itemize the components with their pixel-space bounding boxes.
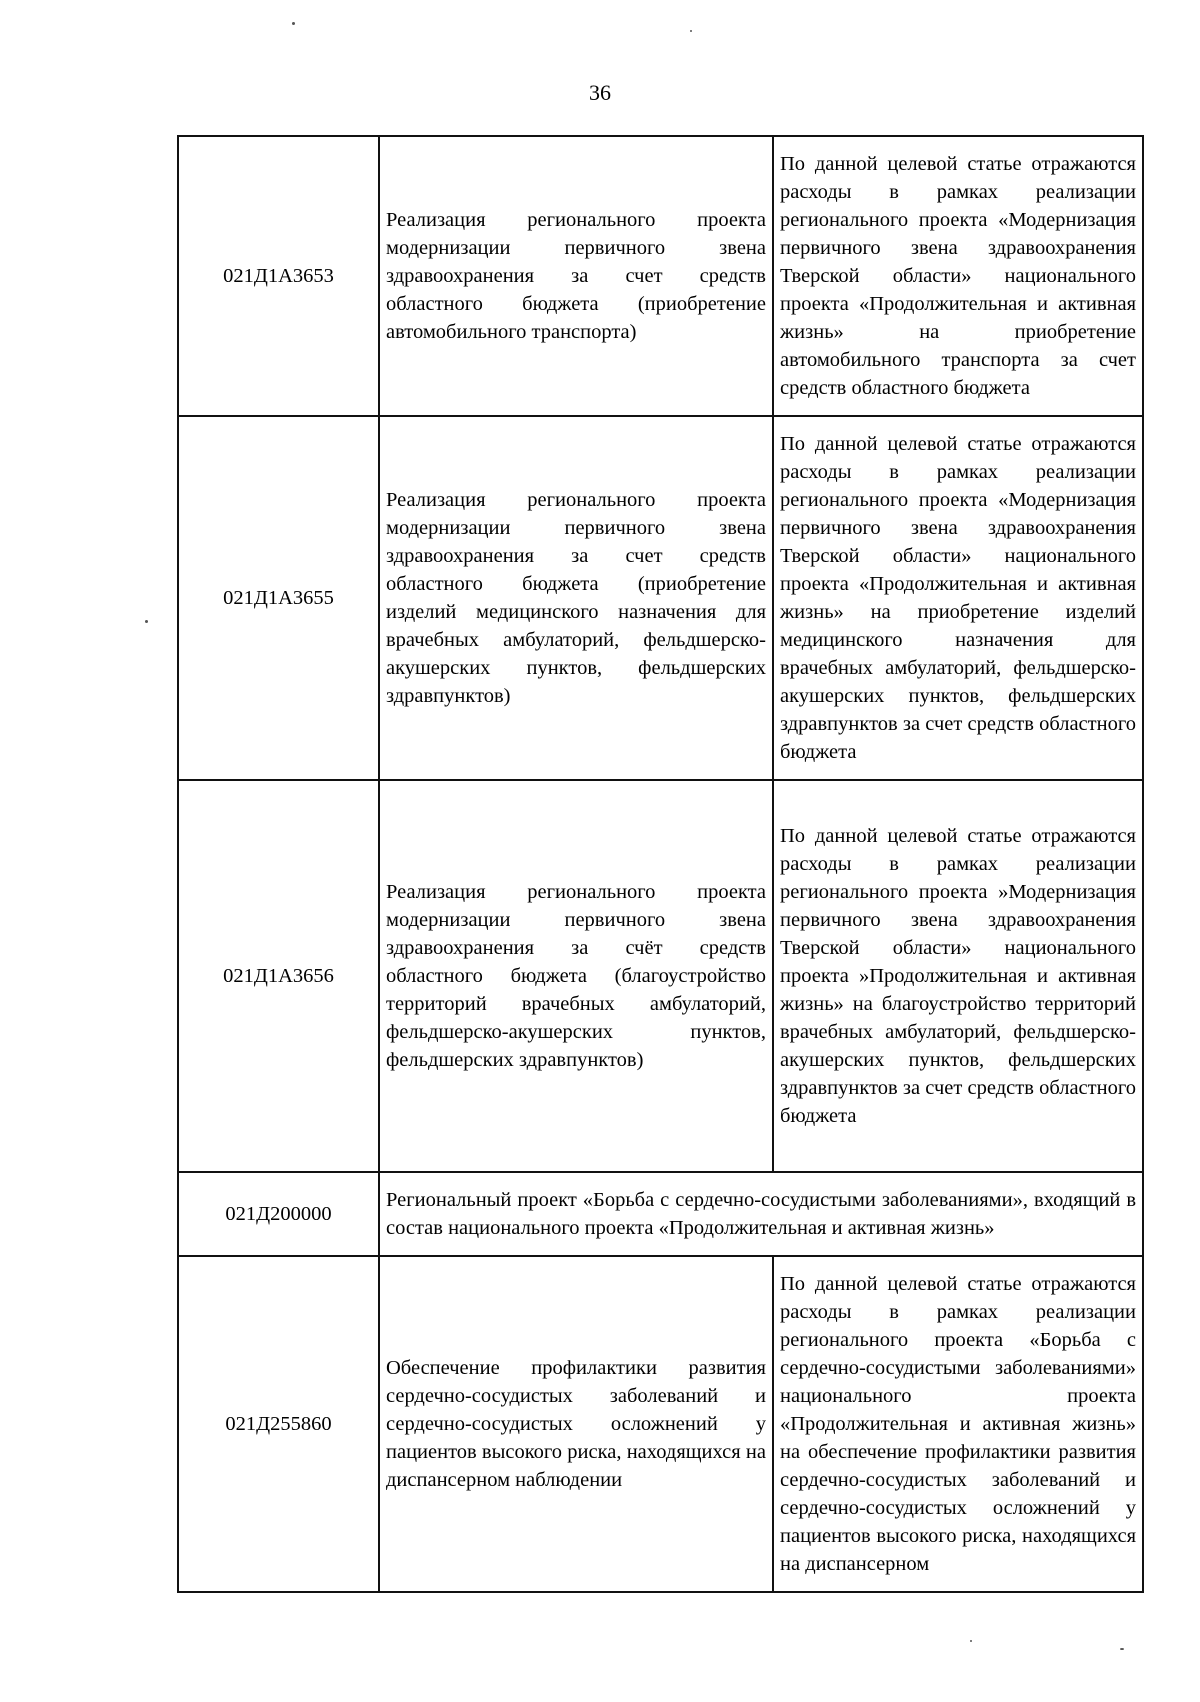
code-cell: 021Д1А3655 <box>178 416 379 780</box>
name-cell <box>379 416 773 780</box>
page-number: 36 <box>589 80 611 105</box>
description-cell: По данной целевой статье отражаются расходы в рамках реализации регионального проекта «Модернизация первичного звена здравоохранения Тверской области» национального проекта «Продолжительная и активная жизнь» на приобретение изделий медицинского назначения для врачебных амбулаторий, фельдшерско-акушерских пунктов, фельдшерских здравпунктов за счет средств областного бюджета <box>773 416 1143 780</box>
code-cell: 021Д1А3653 <box>178 136 379 416</box>
description-cell: По данной целевой статье отражаются расходы в рамках реализации регионального проекта «Борьба с сердечно-сосудистыми заболеваниями» национального проекта «Продолжительная и активная жизнь» на обеспечение профилактики развития сердечно-сосудистых заболеваний и сердечно-сосудистых осложнений у пациентов высокого риска, находящихся на диспансерном <box>773 1256 1143 1592</box>
name-cell <box>379 780 773 1172</box>
name-text: Реализация регионального проекта модернизации первичного звена здравоохранения за счёт средств областного бюджета (благоустройство территорий врачебных амбулаторий, фельдшерско-акушерских пунктов, фельдшерских здравпунктов) <box>386 881 766 1071</box>
section-title-cell: Региональный проект «Борьба с сердечно-сосудистыми заболеваниями», входящий в состав национального проекта «Продолжительная и активная жизнь» <box>379 1172 1143 1256</box>
scan-speck <box>690 30 692 32</box>
name-text: Обеспечение профилактики развития сердечно-сосудистых заболеваний и сердечно-сосудистых осложнений у пациентов высокого риска, находящихся на диспансерном наблюдении <box>386 1357 766 1491</box>
table-row <box>178 136 1143 416</box>
name-cell <box>379 136 773 416</box>
code-cell: 021Д200000 <box>178 1172 379 1256</box>
target-articles-table <box>177 135 1144 1593</box>
name-text: Реализация регионального проекта модернизации первичного звена здравоохранения за счет средств областного бюджета (приобретение автомобильного транспорта) <box>386 209 766 343</box>
name-text: Реализация регионального проекта модернизации первичного звена здравоохранения за счет средств областного бюджета (приобретение изделий медицинского назначения для врачебных амбулаторий, фельдшерско-акушерских пунктов, фельдшерских здравпунктов) <box>386 489 766 707</box>
code-cell: 021Д1А3656 <box>178 780 379 1172</box>
scan-speck <box>145 620 148 623</box>
scan-speck <box>1120 1648 1124 1650</box>
description-cell: По данной целевой статье отражаются расходы в рамках реализации регионального проекта »Модернизация первичного звена здравоохранения Тверской области» национального проекта »Продолжительная и активная жизнь» на благоустройство территорий врачебных амбулаторий, фельдшерско-акушерских пунктов, фельдшерских здравпунктов за счет средств областного бюджета <box>773 780 1143 1172</box>
table-row <box>178 1256 1143 1592</box>
scan-speck <box>292 22 295 25</box>
table-row <box>178 780 1143 1172</box>
code-cell: 021Д255860 <box>178 1256 379 1592</box>
table-row <box>178 416 1143 780</box>
description-cell: По данной целевой статье отражаются расходы в рамках реализации регионального проекта «Модернизация первичного звена здравоохранения Тверской области» национального проекта «Продолжительная и активная жизнь» на приобретение автомобильного транспорта за счет средств областного бюджета <box>773 136 1143 416</box>
scan-speck <box>970 1640 972 1642</box>
table-row <box>178 1172 1143 1256</box>
name-cell <box>379 1256 773 1592</box>
